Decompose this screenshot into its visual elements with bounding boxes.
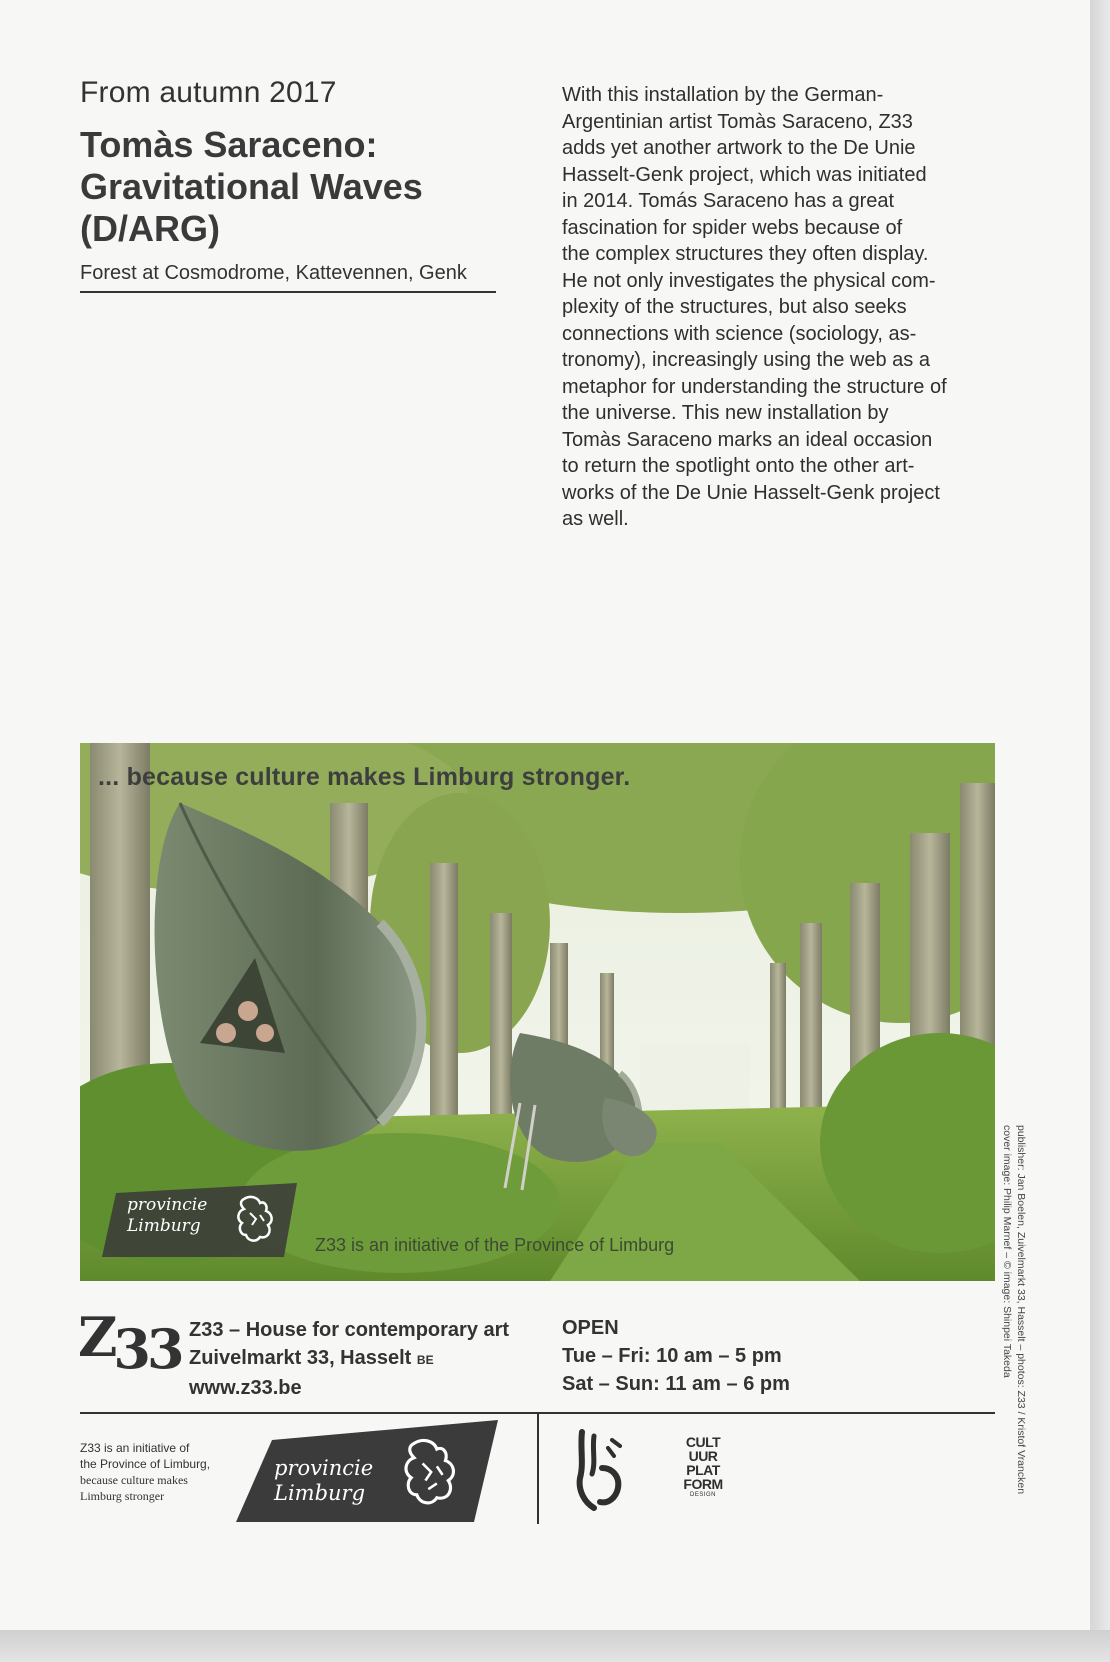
initiative-note [80, 1440, 240, 1504]
opening-hours [562, 1314, 790, 1398]
badge-line: Limburg [127, 1216, 201, 1236]
description-line: to return the spotlight onto the other art- [562, 455, 915, 477]
description-line: the complex structures they often display. [562, 243, 929, 265]
description-line: Argentinian artist Tomàs Saraceno, Z33 [562, 110, 913, 133]
venue-address: Zuivelmarkt 33, Hasselt [189, 1347, 412, 1369]
credit-line: publisher: Jan Boelen, Zuivelmarkt 33, Hasselt – photos: Z33 / Kristof Vrancken [1015, 1125, 1027, 1495]
cultuur-line: FORM [683, 1476, 723, 1492]
flanders-lion-icon [572, 1428, 632, 1512]
description-line: works of the De Unie Hasselt-Genk project [562, 481, 940, 504]
description-line: the universe. This new installation by [562, 402, 889, 424]
description-line: Hasselt-Genk project, which was initiated [562, 163, 927, 186]
publisher-credits [1000, 1125, 1028, 1605]
venue-address-line [189, 1344, 509, 1374]
description-line: fascination for spider webs because of [562, 216, 903, 239]
hours-line: Tue – Fri: 10 am – 5 pm [562, 1345, 782, 1367]
cultuur-design-label: DESIGN [689, 1492, 716, 1498]
title-line: Tomàs Saraceno: [80, 124, 378, 165]
z33-logo-number: 33 [113, 1317, 181, 1381]
badge-line: provincie [127, 1195, 208, 1215]
z33-logo [78, 1305, 181, 1381]
cultuur-line: CULT [685, 1434, 721, 1450]
province-limburg-logo [236, 1420, 498, 1522]
description-line: He not only investigates the physical com- [562, 269, 936, 292]
venue-url[interactable]: www.z33.be [189, 1377, 302, 1399]
credit-line: cover image: Philip Marnef – © image: Shinpei Takeda [1001, 1125, 1013, 1378]
exhibition-title [80, 124, 500, 250]
cultuur-line: UUR [688, 1448, 718, 1464]
venue-country: BE [416, 1353, 434, 1367]
z33-logo-z: Z [78, 1305, 114, 1369]
installation-photo [80, 743, 995, 1281]
lion-icon [230, 1191, 286, 1247]
photo-credit: Z33 is an initiative of the Province of Limburg [315, 1235, 675, 1255]
description-line: metaphor for understanding the structure of [562, 375, 947, 398]
title-line: (D/ARG) [80, 208, 220, 249]
venue-block [189, 1316, 509, 1402]
description-line: tronomy), increasingly using the web as a [562, 349, 930, 371]
cultuurplatform-logo [668, 1435, 738, 1499]
initiative-line: because culture makes [80, 1473, 188, 1487]
initiative-line: Limburg stronger [80, 1489, 165, 1503]
footer-vertical-divider [537, 1412, 539, 1524]
description-line: plexity of the structures, but also seeks [562, 296, 907, 318]
title-line: Gravitational Waves [80, 166, 423, 207]
badge-text [127, 1195, 207, 1237]
description-line: adds yet another artwork to the De Unie [562, 137, 916, 159]
photo-tagline: ... because culture makes Limburg stronger. [98, 763, 631, 791]
initiative-line: the Province of Limburg, [80, 1457, 211, 1471]
description-text [562, 82, 1002, 533]
initiative-line: Z33 is an initiative of [80, 1441, 190, 1455]
hours-line: Sat – Sun: 11 am – 6 pm [562, 1373, 790, 1395]
open-label: OPEN [562, 1317, 619, 1339]
description-line: With this installation by the German- [562, 84, 884, 106]
description-line: as well. [562, 508, 629, 530]
lion-icon [394, 1432, 474, 1512]
page-edge-shadow [1090, 0, 1110, 1662]
description-line: Tomàs Saraceno marks an ideal occasion [562, 428, 933, 451]
cultuur-line: PLAT [686, 1462, 720, 1478]
province-badge [102, 1183, 297, 1257]
province-logo-line: Limburg [274, 1481, 366, 1505]
province-logo-line: provincie [274, 1456, 374, 1480]
description-line: in 2014. Tomás Saraceno has a great [562, 190, 895, 212]
description-line: connections with science (sociology, as- [562, 322, 917, 345]
date-kicker: From autumn 2017 [80, 76, 337, 109]
province-logo-text [274, 1456, 373, 1506]
venue-name: Z33 – House for contemporary art [189, 1319, 510, 1341]
location-line: Forest at Cosmodrome, Kattevennen, Genk [80, 262, 496, 293]
page-edge-bottom [0, 1630, 1110, 1662]
